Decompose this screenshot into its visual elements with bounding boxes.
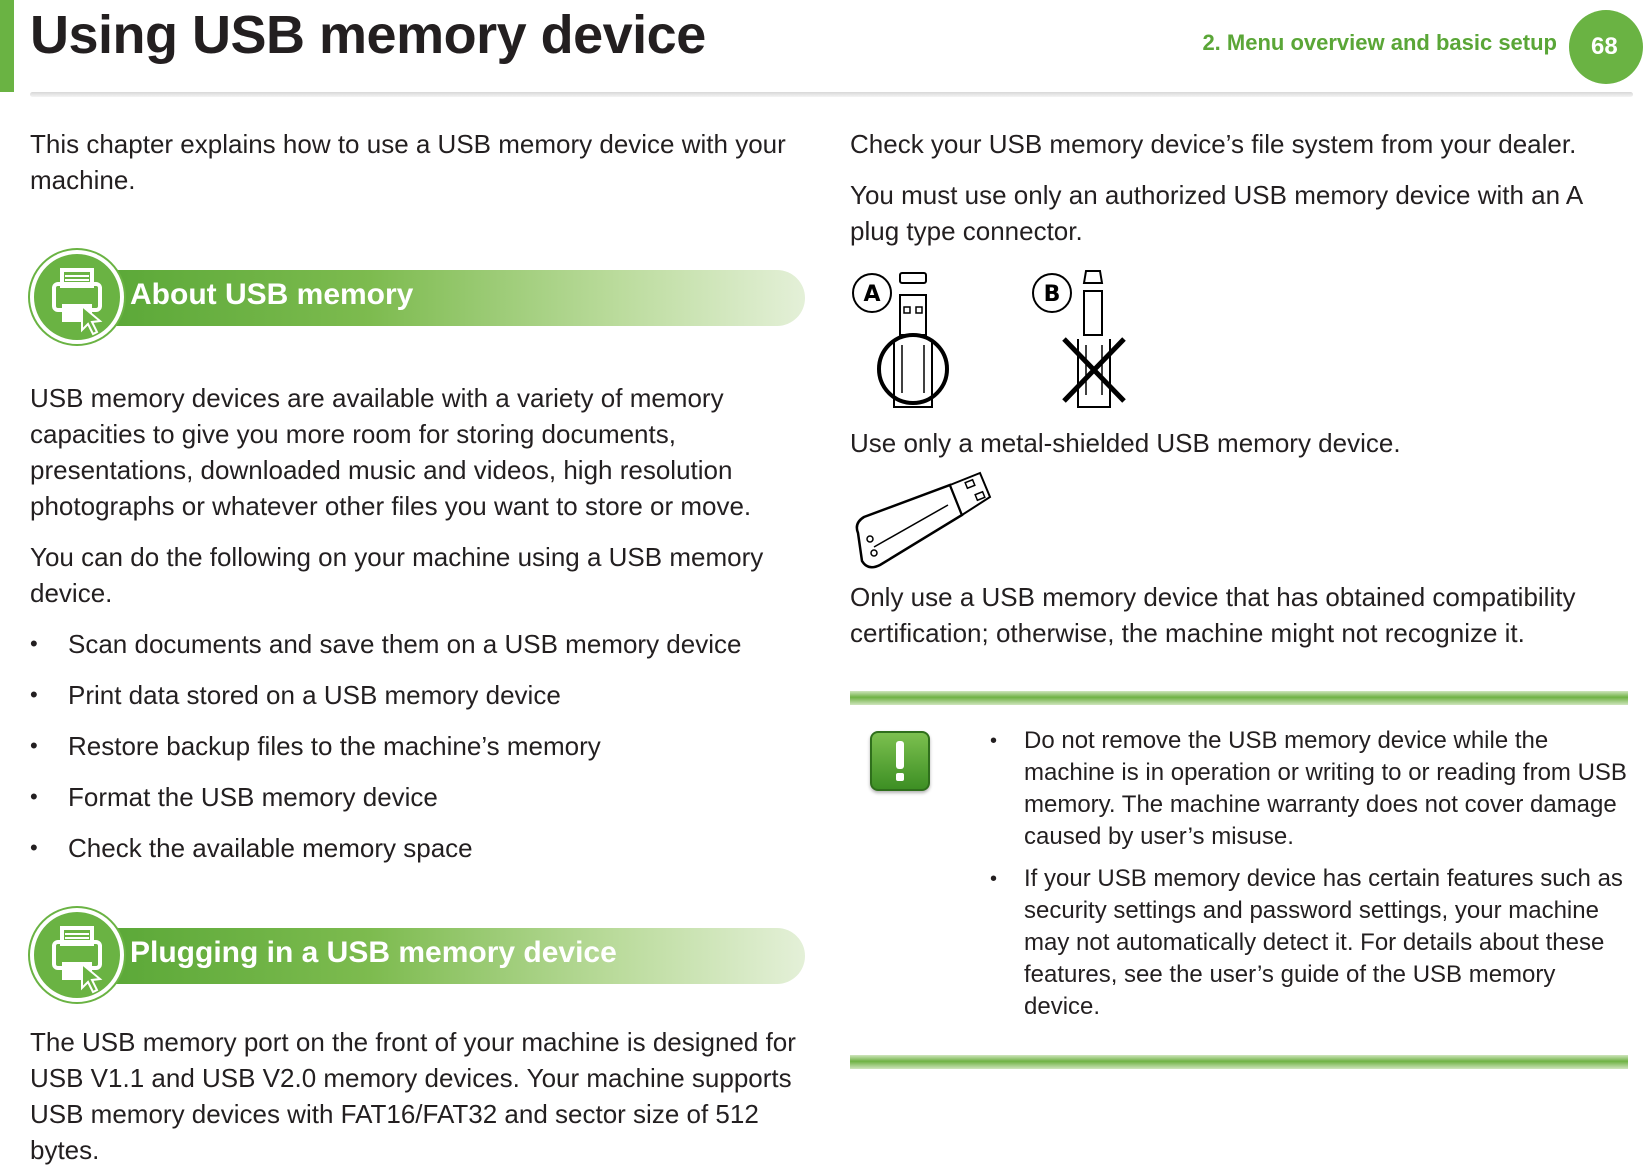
list-item: • Format the USB memory device bbox=[30, 779, 805, 815]
paragraph: You can do the following on your machine using a USB memory device. bbox=[30, 542, 764, 608]
note-top-rule bbox=[850, 691, 1628, 705]
figure-label-b: B bbox=[1043, 282, 1061, 307]
right-column bbox=[850, 126, 1625, 1069]
chapter-breadcrumb[interactable]: 2. Menu overview and basic setup bbox=[1202, 30, 1557, 55]
usb-stick-figure bbox=[850, 467, 1625, 577]
usb-plug-figure bbox=[850, 261, 1625, 421]
printer-cursor-icon bbox=[30, 250, 124, 344]
note-bottom-rule bbox=[850, 1055, 1628, 1069]
page-title: Using USB memory device bbox=[30, 5, 706, 65]
section-about-usb-memory bbox=[30, 250, 805, 340]
header-divider bbox=[30, 92, 1633, 97]
intro-paragraph: This chapter explains how to use a USB memory device with your machine. bbox=[30, 129, 786, 195]
header-accent-bar bbox=[0, 0, 14, 92]
list-item: • If your USB memory device has certain features such as security settings and password settings, your machine may not automatically detect it. For details about these features, see the user’s guide of the USB memory device. bbox=[990, 863, 1628, 1023]
paragraph: You must use only an authorized USB memory device with an A plug type connector. bbox=[850, 180, 1582, 246]
usb-plug-illustration bbox=[850, 261, 1170, 421]
list-item: • Scan documents and save them on a USB memory device bbox=[30, 626, 805, 662]
paragraph: Use only a metal-shielded USB memory device. bbox=[850, 428, 1401, 458]
paragraph: Check your USB memory device’s file system from your dealer. bbox=[850, 129, 1577, 159]
section-heading: Plugging in a USB memory device bbox=[130, 936, 617, 969]
list-item: • Check the available memory space bbox=[30, 830, 805, 866]
note-list bbox=[990, 725, 1628, 1023]
warning-exclamation-icon bbox=[870, 731, 930, 791]
left-column bbox=[30, 126, 805, 1168]
list-item: • Restore backup files to the machine’s memory bbox=[30, 728, 805, 764]
paragraph: USB memory devices are available with a variety of memory capacities to give you more room for storing documents, presentations, downloaded music and videos, high resolution photographs or whatever other files you want to store or move. bbox=[30, 383, 752, 521]
figure-label-a: A bbox=[863, 282, 881, 307]
paragraph: Only use a USB memory device that has obtained compatibility certification; otherwise, the machine might not recognize it. bbox=[850, 582, 1576, 648]
page-number-badge: 68 bbox=[1569, 10, 1643, 84]
list-item: • Do not remove the USB memory device while the machine is in operation or writing to or reading from USB memory. The machine warranty does not cover damage caused by user’s misuse. bbox=[990, 725, 1628, 853]
paragraph: The USB memory port on the front of your machine is designed for USB V1.1 and USB V2.0 memory devices. Your machine supports USB memory devices with FAT16/FAT32 and sector size of 512 bytes. bbox=[30, 1027, 796, 1165]
feature-list bbox=[30, 626, 805, 866]
section-plugging-in bbox=[30, 908, 805, 998]
list-item: • Print data stored on a USB memory device bbox=[30, 677, 805, 713]
usb-b-plug-icon bbox=[1064, 271, 1124, 407]
warning-note bbox=[850, 691, 1628, 1069]
printer-cursor-icon bbox=[30, 908, 124, 1002]
usb-stick-icon bbox=[850, 467, 1000, 577]
note-body bbox=[850, 705, 1628, 1055]
section-heading: About USB memory bbox=[130, 278, 414, 311]
